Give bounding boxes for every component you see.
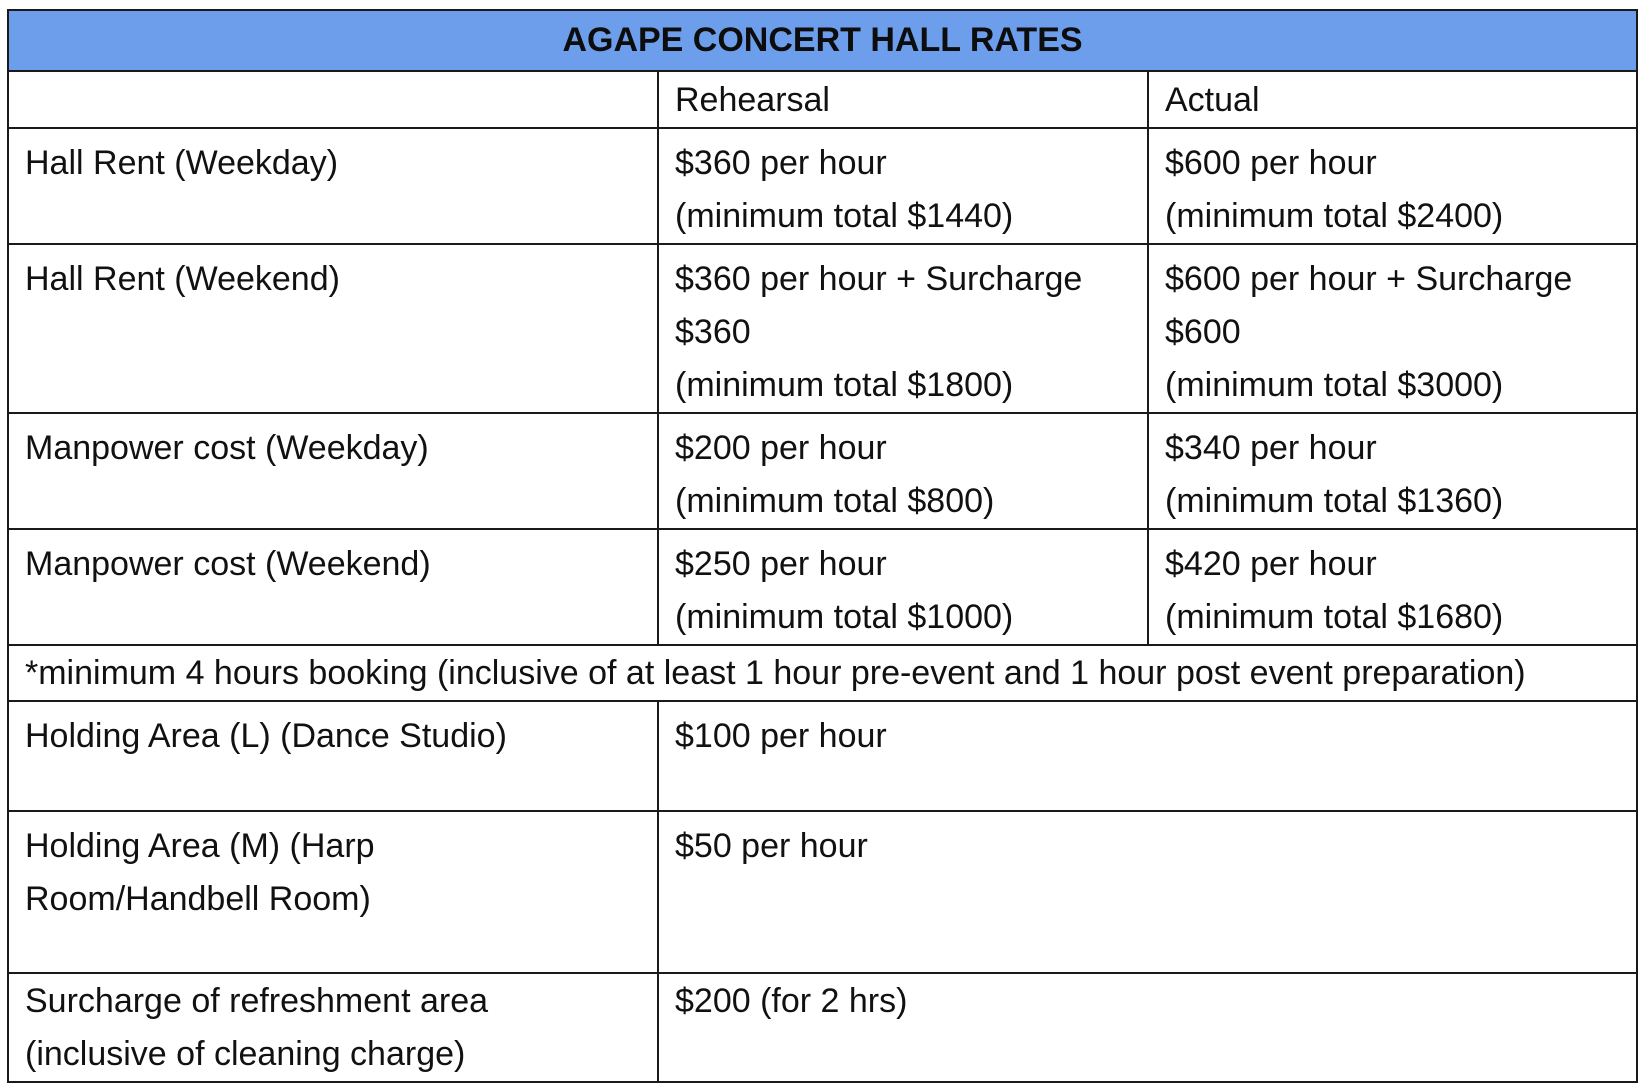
rehearsal-cell [658, 128, 1148, 244]
actual-rate: $600 per hour + Surcharge [1165, 260, 1573, 298]
actual-cell [1148, 413, 1637, 529]
actual-cell [1148, 244, 1637, 413]
rehearsal-cell [658, 413, 1148, 529]
rehearsal-rate: $250 per hour [675, 545, 887, 583]
table-row [8, 128, 1637, 244]
table-title: AGAPE CONCERT HALL RATES [8, 10, 1637, 71]
row-label: Hall Rent (Weekday) [8, 128, 658, 244]
actual-cell [1148, 128, 1637, 244]
title-row [8, 10, 1637, 71]
row-label: Hall Rent (Weekend) [8, 244, 658, 413]
rehearsal-cell [658, 529, 1148, 645]
actual-surcharge: $600 [1165, 313, 1241, 351]
rehearsal-minimum: (minimum total $800) [675, 482, 995, 520]
extra-label: Holding Area (L) (Dance Studio) [25, 717, 507, 755]
header-rehearsal: Rehearsal [658, 71, 1148, 128]
actual-minimum: (minimum total $3000) [1165, 366, 1504, 404]
note-row [8, 645, 1637, 701]
actual-rate: $340 per hour [1165, 429, 1377, 467]
actual-rate: $420 per hour [1165, 545, 1377, 583]
table-row [8, 701, 1637, 811]
table-row [8, 413, 1637, 529]
row-label: Manpower cost (Weekday) [8, 413, 658, 529]
rehearsal-rate: $360 per hour + Surcharge [675, 260, 1083, 298]
extra-rate: $100 per hour [658, 701, 1637, 811]
actual-cell [1148, 529, 1637, 645]
table-row [8, 973, 1637, 1082]
extra-label: (inclusive of cleaning charge) [25, 1035, 466, 1073]
rehearsal-minimum: (minimum total $1440) [675, 197, 1014, 235]
extra-rate: $50 per hour [658, 811, 1637, 973]
header-row [8, 71, 1637, 128]
actual-minimum: (minimum total $1680) [1165, 598, 1504, 636]
rehearsal-minimum: (minimum total $1000) [675, 598, 1014, 636]
extra-label-cell [8, 973, 658, 1082]
extra-label: Surcharge of refreshment area [25, 982, 489, 1020]
extra-label-cell [8, 811, 658, 973]
booking-note: *minimum 4 hours booking (inclusive of at least 1 hour pre-event and 1 hour post event preparation) [8, 645, 1637, 701]
extra-label: Holding Area (M) (Harp [25, 827, 375, 865]
rates-table [7, 9, 1638, 1083]
extra-rate: $200 (for 2 hrs) [658, 973, 1637, 1082]
header-actual: Actual [1148, 71, 1637, 128]
rehearsal-rate: $200 per hour [675, 429, 887, 467]
row-label: Manpower cost (Weekend) [8, 529, 658, 645]
rehearsal-surcharge: $360 [675, 313, 751, 351]
header-blank [8, 71, 658, 128]
table-row [8, 811, 1637, 973]
rehearsal-cell [658, 244, 1148, 413]
actual-minimum: (minimum total $2400) [1165, 197, 1504, 235]
rehearsal-rate: $360 per hour [675, 144, 887, 182]
extra-label: Room/Handbell Room) [25, 880, 371, 918]
extra-label-cell [8, 701, 658, 811]
table-row [8, 244, 1637, 413]
rehearsal-minimum: (minimum total $1800) [675, 366, 1014, 404]
actual-minimum: (minimum total $1360) [1165, 482, 1504, 520]
table-row [8, 529, 1637, 645]
actual-rate: $600 per hour [1165, 144, 1377, 182]
